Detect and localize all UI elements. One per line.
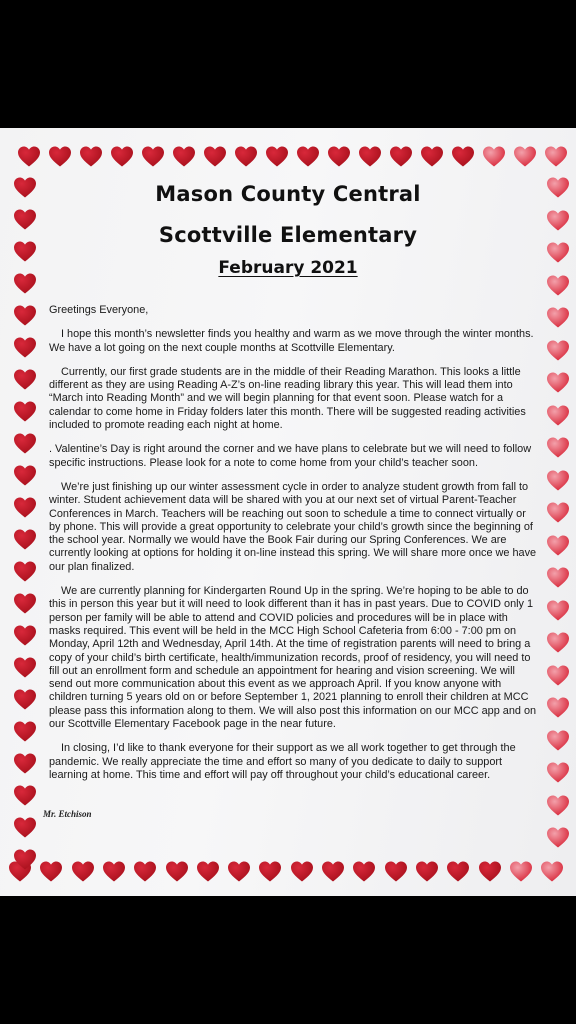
heart-icon	[13, 368, 37, 392]
heart-icon	[546, 729, 570, 753]
heart-icon	[13, 784, 37, 808]
heart-icon	[546, 631, 570, 655]
heart-icon	[133, 860, 157, 884]
heart-icon	[110, 145, 134, 169]
heart-icon	[546, 436, 570, 460]
heart-icon	[234, 145, 258, 169]
heart-icon	[546, 371, 570, 395]
heart-icon	[389, 145, 413, 169]
heart-icon	[546, 534, 570, 558]
heart-icon	[13, 688, 37, 712]
school-district-title: Mason County Central	[155, 182, 421, 206]
heart-icon	[546, 306, 570, 330]
newsletter-month	[0, 258, 576, 278]
heart-icon	[203, 145, 227, 169]
heart-icon	[509, 860, 533, 884]
heart-icon	[415, 860, 439, 884]
heart-icon	[13, 432, 37, 456]
heart-icon	[13, 464, 37, 488]
heart-icon	[13, 496, 37, 520]
heart-icon	[13, 848, 37, 872]
heart-icon	[384, 860, 408, 884]
heart-icon	[102, 860, 126, 884]
heart-icon	[546, 826, 570, 850]
heart-icon	[13, 528, 37, 552]
heart-icon	[258, 860, 282, 884]
heart-icon	[327, 145, 351, 169]
heart-icon	[13, 656, 37, 680]
heart-icon	[13, 624, 37, 648]
heart-icon	[296, 145, 320, 169]
signature: Mr. Etchison	[43, 809, 92, 819]
heart-icon	[79, 145, 103, 169]
heart-icon	[546, 566, 570, 590]
heart-icon	[352, 860, 376, 884]
heart-icon	[546, 469, 570, 493]
heart-icon	[39, 860, 63, 884]
paragraph-closing: In closing, I’d like to thank everyone for their support as we all work together to get through the pandemic. We really appreciate the time and effort so many of you dedicate to daily to support learning at home. This time and effort will pay off throughout your child’s educational career.	[49, 742, 516, 781]
paragraph-kindergarten: We are currently planning for Kindergarten Round Up in the spring. We’re hoping to be able to do this in person this year but it will need to look different than it has in past years. Due to COVID only 1 person per family will be able to attend and COVID policies and procedures will be in place with masks required. This event will be held in the MCC High School Cafeteria from 6:00 - 7:00 pm on Monday, April 12th and Wednesday, April 14th. At the time of registration parents will need to bring a copy of your child’s birth certificate, health/immunization records, proof of residency, you will need to fill out an enrollment form and schedule an appointment for hearing and vision screening. We will send out more communication about this event as we approach April. If you know anyone with children turning 5 years old on or before September 1, 2021 planning to enroll their children at MCC please pass this information along to them. We will also post this information on our MCC app and on our Scottville Elementary Facebook page in the near future.	[49, 585, 537, 731]
heart-icon	[478, 860, 502, 884]
heart-icon	[546, 339, 570, 363]
heart-icon	[227, 860, 251, 884]
heart-icon	[546, 664, 570, 688]
heart-icon	[265, 145, 289, 169]
heart-icon	[482, 145, 506, 169]
heart-icon	[358, 145, 382, 169]
heart-icon	[71, 860, 95, 884]
heart-icon	[546, 599, 570, 623]
heart-icon	[446, 860, 470, 884]
heart-icon	[13, 304, 37, 328]
heart-icon	[13, 336, 37, 360]
school-name-title: Scottville Elementary	[158, 223, 418, 247]
heart-icon	[13, 816, 37, 840]
heart-icon	[546, 501, 570, 525]
heart-icon	[546, 696, 570, 720]
heart-icon	[546, 761, 570, 785]
heart-icon	[544, 145, 568, 169]
paragraph-reading-marathon: Currently, our first grade students are in the middle of their Reading Marathon. This looks a little different as they are using Reading A-Z’s on-line reading library this year. This will lead them into “March into Reading Month” and we will begin planning for that event soon. Please watch for a calendar to come home in Friday folders later this month. There will be suggested reading activities included to promote reading each night at home.	[49, 365, 526, 432]
paragraph-intro: I hope this month’s newsletter finds you healthy and warm as we move through the winter months. We have a lot going on the next couple months at Scottville Elementary.	[49, 328, 534, 354]
heart-icon	[48, 145, 72, 169]
heart-icon	[13, 560, 37, 584]
month-text: February 2021	[218, 258, 358, 278]
heart-icon	[321, 860, 345, 884]
heart-icon	[141, 145, 165, 169]
heart-icon	[172, 145, 196, 169]
heart-icon	[513, 145, 537, 169]
heart-icon	[17, 145, 41, 169]
greeting: Greetings Everyone,	[49, 304, 149, 316]
paragraph-assessment: We’re just finishing up our winter assessment cycle in order to analyze student growth from fall to winter. Student achievement data will be shared with you at our next set of virtual Parent-Teacher Conferences in March. Teachers will be reaching out soon to schedule a time to connect virtually or by phone. This will provide a great opportunity to celebrate your child’s growth since the beginning of the school year. Normally we would have the Book Fair during our Spring Conferences. We are currently looking at options for holding it on-line instead this spring. We will share more once we have our plan finalized.	[49, 480, 537, 573]
heart-icon	[13, 720, 37, 744]
paragraph-valentines: . Valentine’s Day is right around the corner and we have plans to celebrate but we will need to follow specific instructions. Please look for a note to come home from your child’s teacher soon.	[49, 443, 532, 469]
heart-icon	[13, 752, 37, 776]
heart-icon	[546, 794, 570, 818]
newsletter-body	[49, 304, 539, 793]
heart-icon	[546, 404, 570, 428]
heart-icon	[540, 860, 564, 884]
newsletter-page	[0, 128, 576, 896]
heart-icon	[13, 400, 37, 424]
heart-icon	[13, 592, 37, 616]
heart-icon	[420, 145, 444, 169]
heart-icon	[196, 860, 220, 884]
heart-icon	[165, 860, 189, 884]
heart-icon	[290, 860, 314, 884]
heart-icon	[451, 145, 475, 169]
